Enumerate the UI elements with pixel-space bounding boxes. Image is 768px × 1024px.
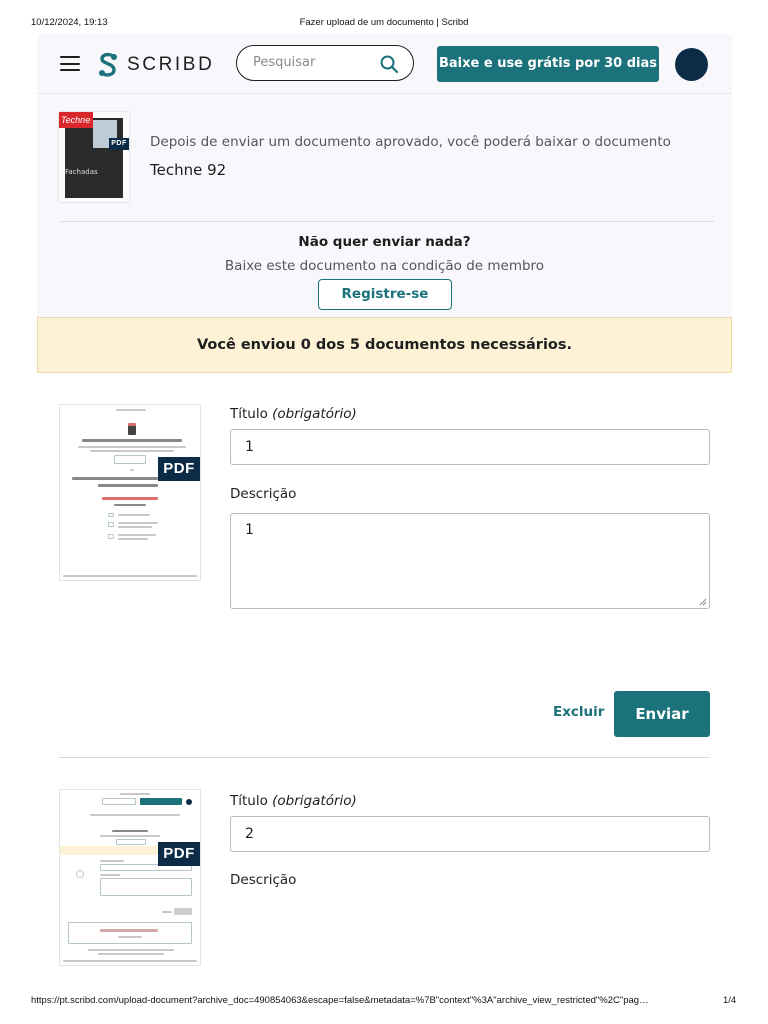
thumb-line [118, 538, 148, 540]
description-value: 1 [245, 522, 254, 538]
upload-item [59, 404, 710, 764]
divider [60, 221, 714, 222]
thumb-line [90, 450, 174, 452]
register-button[interactable]: Registre-se [318, 279, 452, 310]
document-title: Techne 92 [150, 161, 227, 179]
thumb-button [140, 798, 182, 805]
thumb-icon [76, 870, 84, 878]
thumb-line [98, 953, 164, 955]
resize-handle-icon[interactable] [699, 598, 707, 606]
delete-button[interactable]: Excluir [553, 704, 605, 720]
thumb-line [88, 949, 174, 951]
required-hint: (obrigatório) [272, 406, 357, 422]
search-input[interactable]: Pesquisar [253, 55, 316, 70]
document-thumbnail [59, 112, 129, 202]
thumb-search [102, 798, 136, 805]
document-panel [37, 94, 732, 317]
thumb-line [128, 423, 136, 426]
title-label [230, 406, 357, 422]
thumb-line [118, 514, 150, 516]
thumb-button [116, 839, 146, 845]
upload-thumbnail [59, 789, 201, 966]
title-label [230, 793, 357, 809]
upload-item [59, 789, 710, 969]
pdf-badge: PDF [109, 138, 129, 150]
upload-count-notice: Você enviou 0 dos 5 documentos necessários. [37, 317, 732, 373]
print-header [0, 17, 768, 31]
scribd-logo[interactable] [97, 51, 214, 79]
thumbnail-caption: Fachadas [65, 168, 98, 176]
thumb-line [90, 814, 180, 816]
no-send-heading: Não quer enviar nada? [298, 234, 471, 250]
title-input[interactable]: 2 [230, 816, 710, 852]
thumbnail-cover-title: Techne [59, 112, 93, 128]
thumb-figure [128, 425, 136, 435]
thumb-textarea [100, 878, 192, 896]
required-hint: (obrigatório) [272, 793, 357, 809]
free-trial-button[interactable]: Baixe e use grátis por 30 dias [437, 46, 659, 82]
thumb-line [100, 874, 120, 876]
search-box[interactable] [236, 45, 414, 81]
thumb-button [114, 455, 146, 464]
send-button[interactable]: Enviar [614, 691, 710, 737]
thumb-box [68, 922, 192, 944]
thumb-line [112, 830, 148, 832]
description-label: Descrição [230, 872, 297, 888]
top-navbar [37, 34, 732, 94]
thumb-line [116, 409, 146, 411]
thumb-line [162, 911, 172, 913]
description-textarea[interactable] [230, 513, 710, 609]
avatar[interactable] [675, 48, 708, 81]
thumb-avatar [186, 799, 192, 805]
thumb-line [98, 484, 158, 487]
download-info-text: Depois de enviar um documento aprovado, você poderá baixar o documento [150, 134, 671, 150]
thumb-line [114, 504, 146, 506]
thumb-line [120, 793, 150, 795]
print-date: 10/12/2024, 19:13 [31, 17, 108, 28]
thumb-line [63, 960, 197, 962]
thumb-line [102, 497, 158, 500]
thumb-line [100, 929, 158, 932]
thumb-line [82, 439, 182, 442]
thumb-line [78, 446, 186, 448]
thumb-line [118, 526, 152, 528]
thumb-line [100, 860, 124, 862]
item-divider [59, 757, 710, 758]
thumb-line [118, 522, 158, 524]
thumb-button [174, 908, 192, 915]
thumb-line [118, 534, 156, 536]
title-input[interactable]: 1 [230, 429, 710, 465]
logo-text: SCRIBD [127, 54, 215, 75]
thumb-line [72, 477, 158, 480]
menu-icon[interactable] [60, 56, 80, 71]
thumb-line [100, 835, 160, 837]
print-page-title: Fazer upload de um documento | Scribd [299, 17, 469, 28]
print-url: https://pt.scribd.com/upload-document?archive_doc=490854063&escape=false&metadata=%7B"context"%3A"archive_view_restricted"%2C"pag… [31, 995, 649, 1006]
thumb-line [130, 469, 134, 471]
description-label: Descrição [230, 486, 297, 502]
thumb-line [63, 575, 197, 577]
title-label-text: Título [230, 793, 268, 809]
thumb-icon [108, 522, 114, 527]
no-send-subtitle: Baixe este documento na condição de membro [224, 258, 545, 274]
print-page-number: 1/4 [723, 995, 737, 1006]
print-footer [0, 995, 768, 1009]
thumb-icon [108, 513, 114, 517]
upload-thumbnail [59, 404, 201, 581]
pdf-badge: PDF [158, 842, 200, 866]
search-icon[interactable] [379, 54, 399, 74]
pdf-badge: PDF [158, 457, 200, 481]
thumb-line [118, 936, 142, 938]
thumb-icon [108, 534, 114, 539]
title-label-text: Título [230, 406, 268, 422]
scribd-logo-icon [97, 52, 119, 78]
